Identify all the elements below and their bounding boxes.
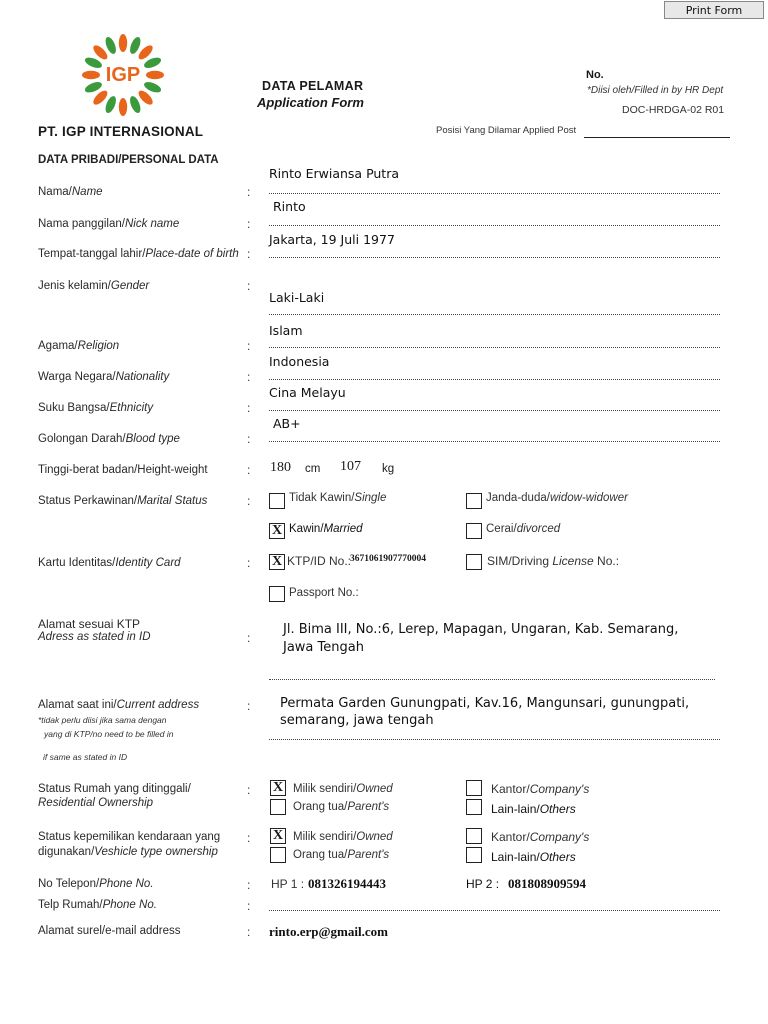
colon: : [247, 432, 251, 446]
residence-label: Status Rumah yang ditinggali/ [38, 783, 191, 795]
logo-petal [82, 71, 100, 79]
marital-widow-label: Janda-duda/widow-widower [486, 492, 628, 504]
religion-value[interactable]: Islam [269, 323, 303, 338]
sunburst-logo-icon [76, 28, 170, 122]
residence-parent-checkbox[interactable] [270, 799, 286, 815]
birth-line [269, 257, 720, 258]
colon: : [247, 494, 251, 508]
vehicle-other-checkbox[interactable] [466, 847, 482, 863]
form-title: DATA PELAMAR [262, 79, 364, 93]
nationality-value[interactable]: Indonesia [269, 354, 330, 369]
vehicle-company-label: Kantor/Company's [491, 830, 590, 844]
address-note-3: if same as stated in ID [43, 752, 128, 762]
address-current-label: Alamat saat ini/Current address [38, 699, 200, 711]
residence-other-checkbox[interactable] [466, 799, 482, 815]
identity-label: Kartu Identitas/Identity Card [38, 557, 181, 569]
hp2-value[interactable]: 081808909594 [508, 876, 586, 891]
marital-married-checkbox[interactable]: X [269, 523, 285, 539]
address-ktp-line [269, 679, 715, 680]
vehicle-parent-checkbox[interactable] [270, 847, 286, 863]
company-name: PT. IGP INTERNASIONAL [38, 124, 204, 139]
sim-checkbox[interactable] [466, 554, 482, 570]
sim-label: SIM/Driving License No.: [487, 554, 620, 568]
vehicle-other-label: Lain-lain/Others [491, 850, 576, 864]
colon: : [247, 370, 251, 384]
address-ktp-line1[interactable]: Jl. Bima III, No.:6, Lerep, Mapagan, Ungaran, Kab. Semarang, [283, 622, 679, 637]
print-form-button[interactable]: Print Form [664, 1, 764, 19]
marital-widow-checkbox[interactable] [466, 493, 482, 509]
doc-code: DOC-HRDGA-02 R01 [622, 104, 725, 116]
marital-married-label: Kawin/Married [289, 523, 363, 535]
residence-owned-checkbox[interactable]: X [270, 780, 286, 796]
nick-value[interactable]: Rinto [273, 199, 306, 214]
logo-petal [146, 71, 164, 79]
colon: : [247, 899, 251, 913]
colon: : [247, 831, 251, 845]
residence-parent-label: Orang tua/Parent's [293, 801, 390, 813]
name-line [269, 193, 720, 194]
home-phone-label: Telp Rumah/Phone No. [38, 899, 157, 911]
company-logo [76, 28, 170, 122]
address-ktp-label: Alamat sesuai KTP [38, 617, 141, 631]
nick-line [269, 225, 720, 226]
colon: : [247, 631, 251, 645]
vehicle-company-checkbox[interactable] [466, 828, 482, 844]
marital-divorced-label: Cerai/divorced [486, 523, 561, 535]
weight-unit: kg [382, 463, 395, 475]
colon: : [247, 247, 251, 261]
logo-petal [119, 34, 127, 52]
ethnicity-line [269, 410, 720, 411]
marital-single-label: Tidak Kawin/Single [289, 492, 387, 504]
vehicle-owned-label: Milik sendiri/Owned [293, 831, 393, 843]
name-label: Nama/Name [38, 186, 103, 198]
colon: : [247, 217, 251, 231]
vehicle-label: Status kepemilikan kendaraan yang [38, 831, 221, 843]
residence-company-checkbox[interactable] [466, 780, 482, 796]
ktp-value[interactable]: 3671061907770004 [350, 554, 426, 564]
blood-line [269, 441, 720, 442]
blood-value[interactable]: AB+ [273, 416, 301, 431]
religion-line [269, 347, 720, 348]
colon: : [247, 699, 251, 713]
doc-no-label: No. [586, 69, 604, 81]
email-value[interactable]: rinto.erp@gmail.com [269, 924, 388, 939]
logo-text: IGP [105, 64, 141, 86]
ktp-label: KTP/ID No.: [287, 554, 352, 568]
passport-label: Passport No.: [289, 587, 359, 599]
ethnicity-value[interactable]: Cina Melayu [269, 385, 346, 400]
hp2-label: HP 2 : [466, 877, 500, 891]
email-label: Alamat surel/e-mail address [38, 925, 181, 937]
marital-label: Status Perkawinan/Marital Status [38, 495, 208, 507]
name-value[interactable]: Rinto Erwiansa Putra [269, 166, 400, 181]
ethnicity-label: Suku Bangsa/Ethnicity [38, 402, 154, 414]
marital-divorced-checkbox[interactable] [466, 523, 482, 539]
residence-other-label: Lain-lain/Others [491, 802, 576, 816]
residence-company-label: Kantor/Company's [491, 782, 590, 796]
gender-line [269, 314, 720, 315]
vehicle-owned-checkbox[interactable]: X [270, 828, 286, 844]
weight-value[interactable]: 107 [340, 459, 361, 474]
address-note-1: *tidak perlu diisi jika sama dengan [38, 715, 167, 725]
colon: : [247, 556, 251, 570]
passport-checkbox[interactable] [269, 586, 285, 602]
residence-owned-label: Milik sendiri/Owned [293, 783, 393, 795]
birth-label: Tempat-tanggal lahir/Place-date of birth [38, 248, 239, 260]
address-note-2: yang di KTP/no need to be filled in [44, 729, 174, 739]
home-phone-line[interactable] [269, 910, 720, 911]
gender-label: Jenis kelamin/Gender [38, 280, 150, 292]
colon: : [247, 401, 251, 415]
colon: : [247, 925, 251, 939]
height-value[interactable]: 180 [270, 460, 291, 475]
ktp-checkbox[interactable]: X [269, 554, 285, 570]
marital-single-checkbox[interactable] [269, 493, 285, 509]
hr-note: *Diisi oleh/Filled in by HR Dept [587, 85, 724, 96]
colon: : [247, 878, 251, 892]
religion-label: Agama/Religion [38, 340, 120, 352]
phone-label: No Telepon/Phone No. [38, 878, 154, 890]
colon: : [247, 279, 251, 293]
hp1-label: HP 1 : [271, 877, 305, 891]
nick-label: Nama panggilan/Nick name [38, 218, 180, 230]
colon: : [247, 783, 251, 797]
logo-petal [119, 98, 127, 116]
section-title: DATA PRIBADI/PERSONAL DATA [38, 154, 219, 166]
colon: : [247, 463, 251, 477]
vehicle-parent-label: Orang tua/Parent's [293, 849, 390, 861]
address-current-line2[interactable]: semarang, jawa tengah [280, 713, 434, 728]
address-current-line1[interactable]: Permata Garden Gunungpati, Kav.16, Mangunsari, gunungpati, [280, 696, 690, 711]
address-ktp-line2[interactable]: Jawa Tengah [283, 640, 364, 655]
address-ktp-label-en: Adress as stated in ID [38, 631, 151, 643]
applied-post-label: Posisi Yang Dilamar Applied Post [436, 125, 577, 136]
colon: : [247, 185, 251, 199]
vehicle-label-2: digunakan/Veshicle type ownership [38, 846, 218, 858]
residence-label-en: Residential Ownership [38, 797, 154, 809]
applied-post-field[interactable] [584, 137, 730, 138]
gender-value[interactable]: Laki-Laki [269, 290, 325, 305]
form-title-en: Application Form [257, 95, 364, 110]
address-current-line [269, 739, 720, 740]
height-unit: cm [305, 463, 321, 475]
hp1-value[interactable]: 081326194443 [308, 876, 386, 891]
blood-label: Golongan Darah/Blood type [38, 433, 180, 445]
nationality-line [269, 379, 720, 380]
nationality-label: Warga Negara/Nationality [38, 371, 170, 383]
birth-value[interactable]: Jakarta, 19 Juli 1977 [269, 232, 395, 247]
height-weight-label: Tinggi-berat badan/Height-weight [38, 464, 208, 476]
colon: : [247, 339, 251, 353]
